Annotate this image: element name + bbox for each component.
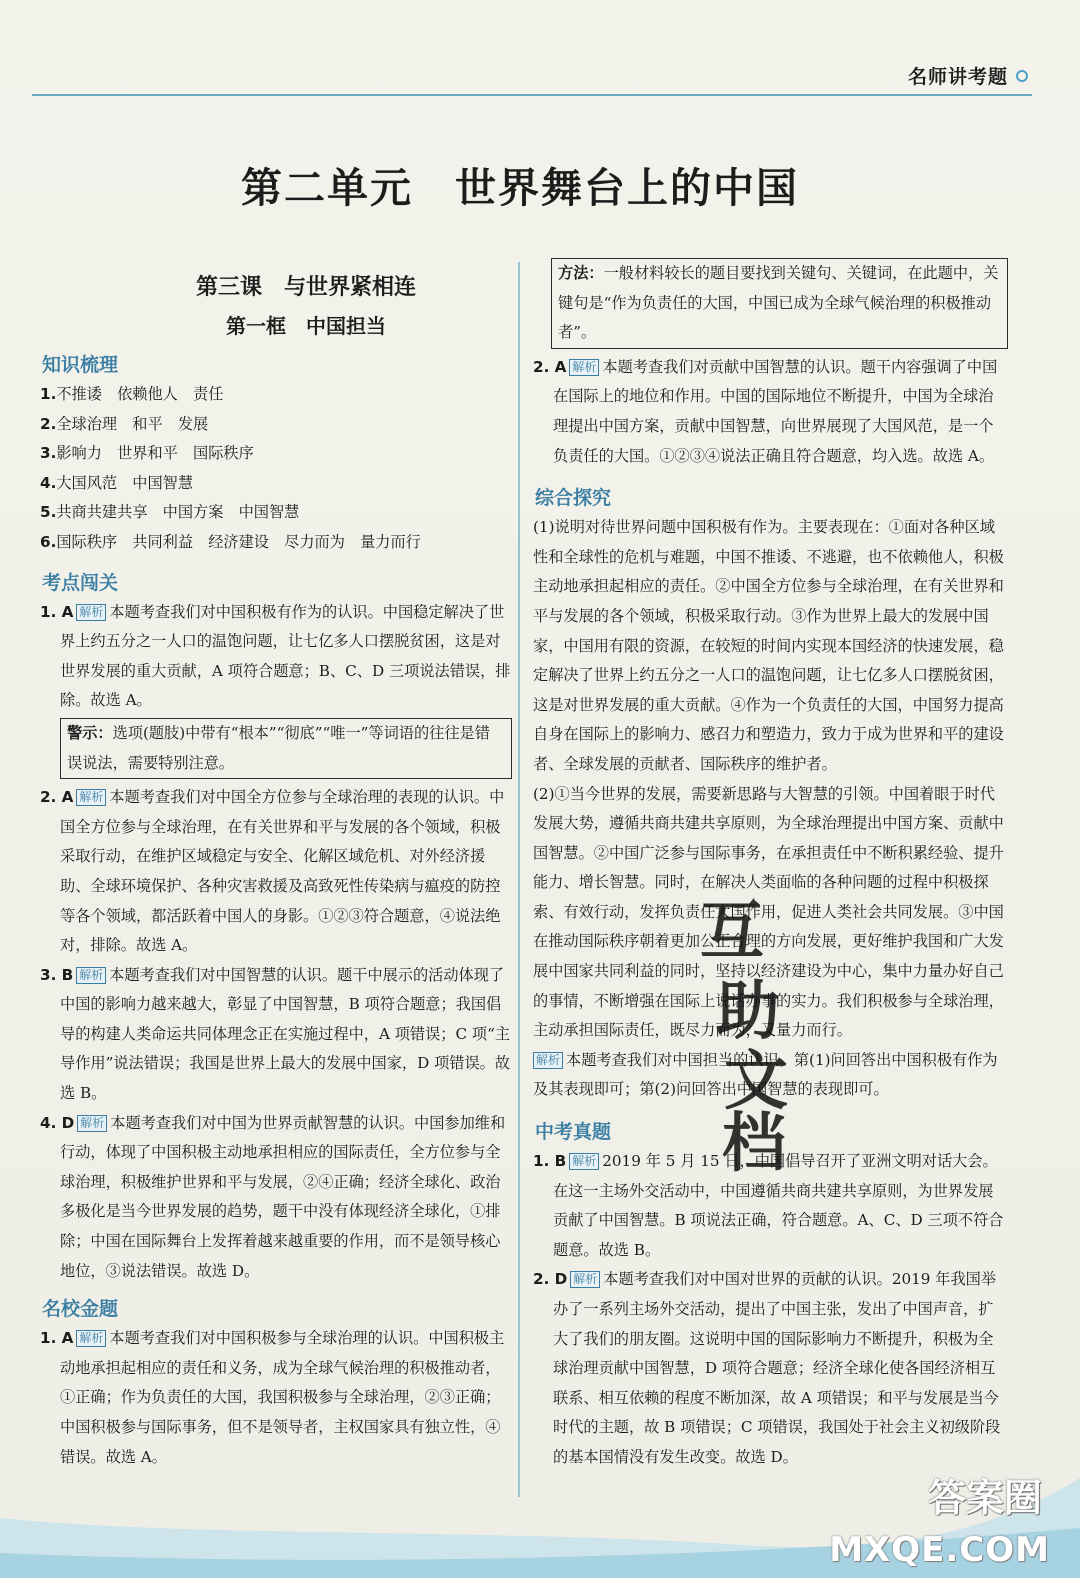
handwriting-char: 文 <box>724 1044 788 1119</box>
knowledge-item: 2.全球治理 和平 发展 <box>40 414 209 433</box>
watermark-url: MXQE.COM <box>829 1530 1050 1570</box>
lesson-title: 第三课 与世界紧相连 <box>195 275 416 300</box>
knowledge-item: 1.不推诿 依赖他人 责任 <box>40 385 224 403</box>
section-heading-kaodian: 考点闯关 <box>40 568 512 598</box>
knowledge-item: 5.共商共建共享 中国方案 中国智慧 <box>40 503 300 522</box>
handwriting-char: 助 <box>716 974 780 1049</box>
column-divider <box>518 262 520 1497</box>
zonghe-paragraph-1: (1)说明对待世界问题中国积极有作为。主要表现在：①面对各种区域性和全球性的危机与难题，中国不推诿、不逃避，也不依赖他人，积极主动地承担起相应的责任。②中国全方位参与全球治理，在有关世界和平与发展的各个领域，积极采取行动。③作为世界上最大的发展中国家，中国用有限的资源，在较短的时间内实现本国经济的快速发展，稳定解决了世界上约五分之一人口的温饱问题，让七亿多人口摆脱贫困，这是对世界发展的重大贡献。④作为一个负责任的大国，中国努力提高自身在国际上的影响力、感召力和塑造力，致力于成为世界和平的建设者、全球发展的贡献者、国际秩序的维护者。 <box>533 518 1004 773</box>
analysis-tag: 解析 <box>76 1330 106 1347</box>
knowledge-list <box>40 380 512 558</box>
handwriting-char: 档 <box>722 1106 786 1181</box>
method-text: 一般材料较长的题目要找到关键句、关键词，在此题中，关键句是“作为负责任的大国，中国已成为全球气候治理的积极推动者”。 <box>558 264 999 342</box>
analysis-tag: 解析 <box>77 1115 107 1132</box>
analysis-tag: 解析 <box>76 604 106 621</box>
watermark-logo: 答案圈 <box>927 1476 1042 1520</box>
answer-item: 4. D 解析 本题考查我们对中国为世界贡献智慧的认识。中国参加维和行动，体现了中国积极主动地承担相应的国际责任，全方位参与全球治理，积极维护世界和平与发展，②④正确；经济全球化、政治多极化是当今世界发展的趋势，题干中没有体现经济全球化，①排除；中国在国际舞台上发挥着越来越重要的作用，而不是领导核心地位，③说法错误。故选 D。 <box>40 1113 506 1280</box>
knowledge-item: 6.国际秩序 共同利益 经济建设 尽力而为 量力而行 <box>40 532 421 551</box>
knowledge-item: 3.影响力 世界和平 国际秩序 <box>40 444 254 463</box>
answer-item: 2. A 解析 本题考查我们对中国全方位参与全球治理的表现的认识。中国全方位参与全球治理，在有关世界和平与发展的各个领域，积极采取行动，在维护区域稳定与安全、化解区域危机、对外经济援助、全球环境保护、各种灾害救援及高致死性传染病与瘟疫的防控等各个领域，都活跃着中国人的身影。①②③符合题意，④说法绝对，排除。故选 A。 <box>40 788 505 955</box>
analysis-tag: 解析 <box>76 789 106 806</box>
answer-item: 1. B 解析 2019 年 5 月 15 日，中国倡导召开了亚洲文明对话大会。在这一主场外交活动中，中国遵循共商共建共享原则，为世界发展贡献了中国智慧。B 项说法正确，符合题意。A、C、D 三项不符合题意。故选 B。 <box>533 1152 1004 1259</box>
section-heading-zhongkao: 中考真题 <box>533 1117 1008 1147</box>
warning-box <box>60 718 512 779</box>
zonghe-paragraph-2: (2)①当今世界的发展，需要新思路与大智慧的引领。中国着眼于时代发展大势，遵循共商共建共享原则，为全球治理提出中国方案、贡献中国智慧。②中国广泛参与国际事务，在承担责任中不断积累经验、提升能力、增长智慧。同时，在解决人类面临的各种问题的过程中积极探索、有效行动，发挥负责任大国作用，促进人类社会共同发展。③中国在推动国际秩序朝着更加公正合理的方向发展，更好维护我国和广大发展中国家共同利益的同时，坚持以经济建设为中心，集中力量办好自己的事情，不断增强在国际上说话办事的实力。我们积极参与全球治理，主动承担国际责任，既尽力而为，又量力而行。 <box>533 784 1004 1040</box>
analysis-tag: 解析 <box>533 1052 563 1069</box>
analysis-tag: 解析 <box>76 967 106 984</box>
handwriting-char: 互 <box>700 894 764 969</box>
zonghe-analysis: 解析 本题考查我们对中国担当的认识。第(1)问回答出中国积极有作为及其表现即可；第(2)问回答出中国智慧的表现即可。 <box>533 1050 998 1099</box>
analysis-tag: 解析 <box>570 1271 600 1288</box>
section-heading-zonghe: 综合探究 <box>533 483 1008 513</box>
unit-title <box>0 155 1040 214</box>
analysis-tag: 解析 <box>569 359 599 376</box>
answer-item: 2. D 解析 本题考查我们对中国对世界的贡献的认识。2019 年我国举办了一系列主场外交活动，提出了中国主张，发出了中国声音，扩大了我们的朋友圈。这说明中国的国际影响力不断提升，积极为全球治理贡献中国智慧，D 项符合题意；经济全球化使各国经济相互联系、相互依赖的程度不断加深，故 A 项错误；和平与发展是当今时代的主题，故 B 项错误；C 项错误，我国处于社会主义初级阶段的基本国情没有发生改变。故选 D。 <box>533 1270 1001 1466</box>
method-label: 方法： <box>558 264 604 282</box>
header-title: 名师讲考题 <box>907 66 1008 88</box>
header-dot-icon <box>1016 70 1028 82</box>
header-rule <box>32 94 1032 96</box>
answer-item: 2. A 解析 本题考查我们对贡献中国智慧的认识。题干内容强调了中国在国际上的地位和作用。中国的国际地位不断提升，中国为全球治理提出中国方案，贡献中国智慧，向世界展现了大国风范，是一个负责任的大国。①②③④说法正确且符合题意，均入选。故选 A。 <box>533 357 998 465</box>
unit-title-part1: 第二单元 <box>241 164 413 212</box>
knowledge-item: 4.大国风范 中国智慧 <box>40 473 194 492</box>
answer-item: 1. A 解析 本题考查我们对中国积极参与全球治理的认识。中国积极主动地承担起相应的责任和义务，成为全球气候治理的积极推动者，①正确；作为负责任的大国，我国积极参与全球治理，②③正确；中国积极参与国际事务，但不是领导者，主权国家具有独立性，④错误。故选 A。 <box>40 1329 505 1466</box>
method-box <box>551 258 1008 349</box>
left-column <box>40 268 512 1472</box>
unit-title-part2: 世界舞台上的中国 <box>455 164 799 212</box>
frame-title: 第一框 中国担当 <box>226 314 386 338</box>
answer-item: 1. A 解析 本题考查我们对中国积极有作为的认识。中国稳定解决了世界上约五分之一人口的温饱问题，让七亿多人口摆脱贫困，这是对世界发展的重大贡献，A 项符合题意；B、C、D 三项说法错误，排除。故选 A。 <box>40 602 511 710</box>
warning-text: 选项(题肢)中带有“根本”“彻底”“唯一”等词语的往往是错误说法，需要特别注意。 <box>67 723 490 772</box>
answer-item: 3. B 解析 本题考查我们对中国智慧的认识。题干中展示的活动体现了中国的影响力越来越大，彰显了中国智慧，B 项符合题意；我国倡导的构建人类命运共同体理念正在实施过程中，A 项错误；C 项“主导作用”说法错误；我国是世界上最大的发展中国家，D 项错误。故选 B。 <box>40 965 511 1103</box>
analysis-tag: 解析 <box>569 1153 599 1170</box>
warning-label: 警示： <box>67 723 113 742</box>
section-heading-mingxiao: 名校金题 <box>40 1294 512 1324</box>
section-heading-knowledge: 知识梳理 <box>40 350 512 380</box>
right-column <box>533 264 1008 1473</box>
